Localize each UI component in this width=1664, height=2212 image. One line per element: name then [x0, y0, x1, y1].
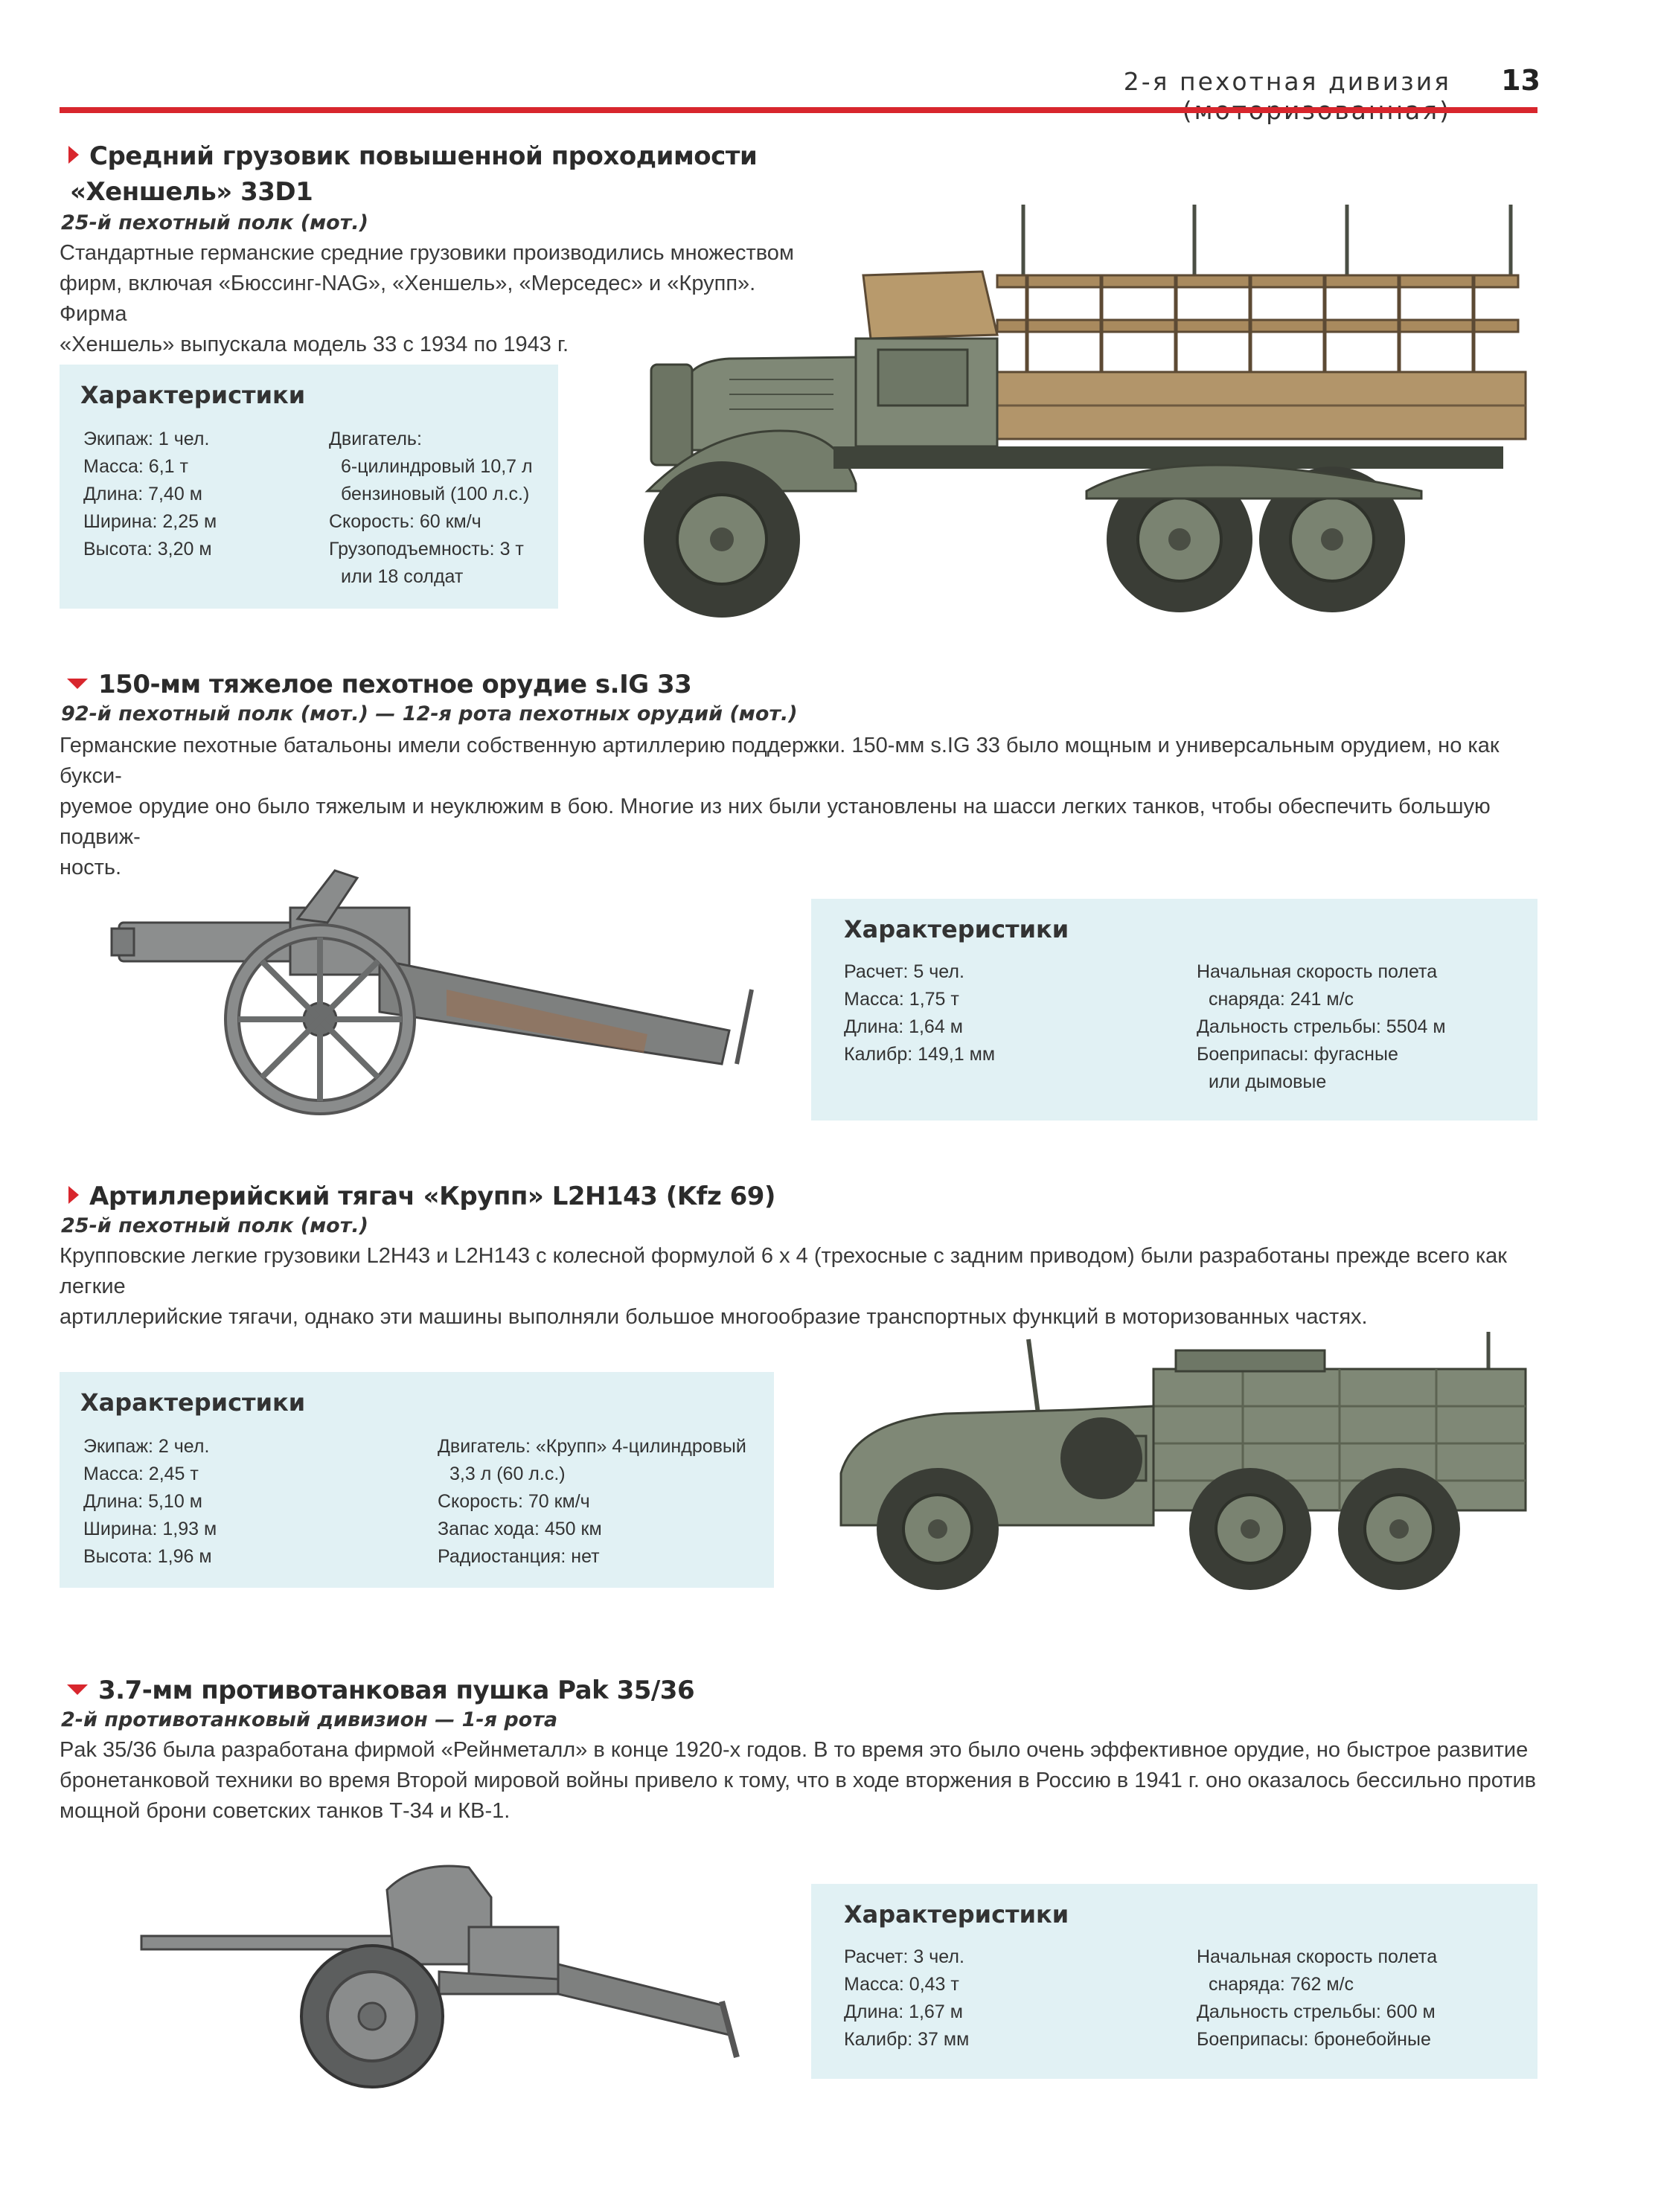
spec-line: 3,3 л (60 л.с.)	[449, 1464, 566, 1484]
spec-col-1	[83, 426, 217, 563]
spec-col-2	[1197, 958, 1446, 1096]
spec-line: Масса: 6,1 т	[83, 456, 188, 477]
spec-line: Высота: 3,20 м	[83, 539, 212, 560]
spec-col-1	[844, 1943, 969, 2054]
spec-line: Начальная скорость полета	[1197, 961, 1438, 982]
pak36-gun-illustration	[141, 1853, 796, 2098]
spec-line: Калибр: 149,1 мм	[844, 1044, 996, 1065]
spec-line: Длина: 1,67 м	[844, 2001, 963, 2022]
spec-line: Запас хода: 450 км	[438, 1519, 602, 1539]
section-4-description: Pak 35/36 была разработана фирмой «Рейнметалл» в конце 1920-х годов. В то время это было очень эффективное орудие, но быстрое развитие бронетанковой техники во время Второй мировой войны привело к тому, что в ходе вторжения в Россию в 1941 г. оно оказалось бессильно против мощной брони советских танков Т-34 и КВ-1.	[60, 1738, 1537, 1823]
spec-col-1	[83, 1433, 217, 1571]
spec-line: Масса: 0,43 т	[844, 1974, 959, 1995]
henschel-truck-illustration	[610, 193, 1548, 625]
page-number: 13	[1501, 64, 1540, 97]
spec-heading: Характеристики	[844, 1900, 1069, 1929]
section-2-description: Германские пехотные батальоны имели собственную артиллерию поддержки. 150-мм s.IG 33 было мощным и универсальным орудием, но как букси- руемое орудие оно было тяжелым и неуклюжим в бою. Многие из них были установлены на шасси легких танков, чтобы обеспечить большую подвиж- ность.	[60, 734, 1500, 879]
spec-line: Боеприпасы: бронебойные	[1197, 2029, 1431, 2050]
spec-line: бензиновый (100 л.с.)	[341, 484, 530, 504]
section-1-description: Стандартные германские средние грузовики производились множеством фирм, включая «Бюссинг-NAG», «Хеншель», «Мерседес» и «Крупп». Фирма «Хеншель» выпускала модель 33 с 1934 по 1943 г.	[60, 241, 794, 356]
spec-heading: Характеристики	[80, 1388, 306, 1417]
spec-line: Грузоподъемность: 3 т	[329, 539, 524, 560]
arrow-down-icon	[67, 1684, 88, 1695]
section-1-unit: 25-й пехотный полк (мот.)	[61, 211, 368, 234]
spec-line: Экипаж: 1 чел.	[83, 429, 210, 449]
spec-line: снаряда: 241 м/с	[1209, 989, 1354, 1010]
spec-line: Скорость: 70 км/ч	[438, 1491, 590, 1512]
spec-line: Экипаж: 2 чел.	[83, 1436, 210, 1457]
spec-line: или дымовые	[1209, 1071, 1327, 1092]
spec-line: Двигатель: «Крупп» 4-цилиндровый	[438, 1436, 746, 1457]
spec-line: Дальность стрельбы: 600 м	[1197, 2001, 1436, 2022]
header-rule	[60, 107, 1537, 113]
spec-line: Радиостанция: нет	[438, 1546, 600, 1567]
section-3-title: Артиллерийский тягач «Крупп» L2H143 (Kfz 69)	[68, 1179, 775, 1214]
spec-line: Ширина: 1,93 м	[83, 1519, 217, 1539]
spec-line: Боеприпасы: фугасные	[1197, 1044, 1398, 1065]
spec-line: или 18 солдат	[341, 566, 464, 587]
spec-box-4	[811, 1884, 1537, 2079]
section-3-unit: 25-й пехотный полк (мот.)	[61, 1214, 368, 1237]
spec-line: Двигатель:	[329, 429, 422, 449]
spec-line: Расчет: 3 чел.	[844, 1946, 964, 1967]
spec-box-3	[60, 1372, 774, 1588]
spec-heading: Характеристики	[80, 381, 306, 409]
arrow-down-icon	[67, 679, 88, 689]
spec-line: Масса: 2,45 т	[83, 1464, 199, 1484]
spec-line: Длина: 1,64 м	[844, 1016, 963, 1037]
section-2-unit: 92-й пехотный полк (мот.) — 12-я рота пехотных орудий (мот.)	[61, 702, 798, 725]
spec-line: Дальность стрельбы: 5504 м	[1197, 1016, 1446, 1037]
spec-line: Высота: 1,96 м	[83, 1546, 212, 1567]
running-header-title: 2-я пехотная дивизия	[1123, 67, 1451, 96]
arrow-right-icon	[68, 146, 79, 164]
arrow-right-icon	[68, 1186, 79, 1204]
sig33-gun-illustration	[112, 848, 767, 1116]
spec-heading: Характеристики	[844, 915, 1069, 943]
spec-col-2	[329, 426, 533, 591]
krupp-tractor-illustration	[826, 1332, 1540, 1607]
spec-line: Калибр: 37 мм	[844, 2029, 970, 2050]
spec-line: Расчет: 5 чел.	[844, 961, 964, 982]
section-2-title: 150-мм тяжелое пехотное орудие s.IG 33	[67, 667, 691, 702]
spec-line: снаряда: 762 м/с	[1209, 1974, 1354, 1995]
spec-col-2	[438, 1433, 746, 1571]
spec-line: Длина: 5,10 м	[83, 1491, 202, 1512]
spec-col-1	[844, 958, 995, 1068]
spec-line: Начальная скорость полета	[1197, 1946, 1438, 1967]
section-4-unit: 2-й противотанковый дивизион — 1-я рота	[61, 1708, 558, 1731]
section-4-title: 3.7-мм противотанковая пушка Pak 35/36	[67, 1673, 694, 1708]
spec-col-2	[1197, 1943, 1437, 2054]
spec-line: 6-цилиндровый 10,7 л	[341, 456, 533, 477]
spec-line: Ширина: 2,25 м	[83, 511, 217, 532]
spec-box-2	[811, 899, 1537, 1121]
spec-box-1	[60, 365, 558, 609]
section-3-description: Крупповские легкие грузовики L2H43 и L2H143 с колесной формулой 6 х 4 (трехосные с задним приводом) были разработаны прежде всего как легкие артиллерийские тягачи, однако эти машины выполняли большое многообразие транспортных функций в моторизованных частях.	[60, 1244, 1507, 1329]
spec-line: Масса: 1,75 т	[844, 989, 959, 1010]
section-1-title: Средний грузовик повышенной проходимости «Хеншель» 33D1	[70, 141, 758, 207]
spec-line: Скорость: 60 км/ч	[329, 511, 481, 532]
spec-line: Длина: 7,40 м	[83, 484, 202, 504]
